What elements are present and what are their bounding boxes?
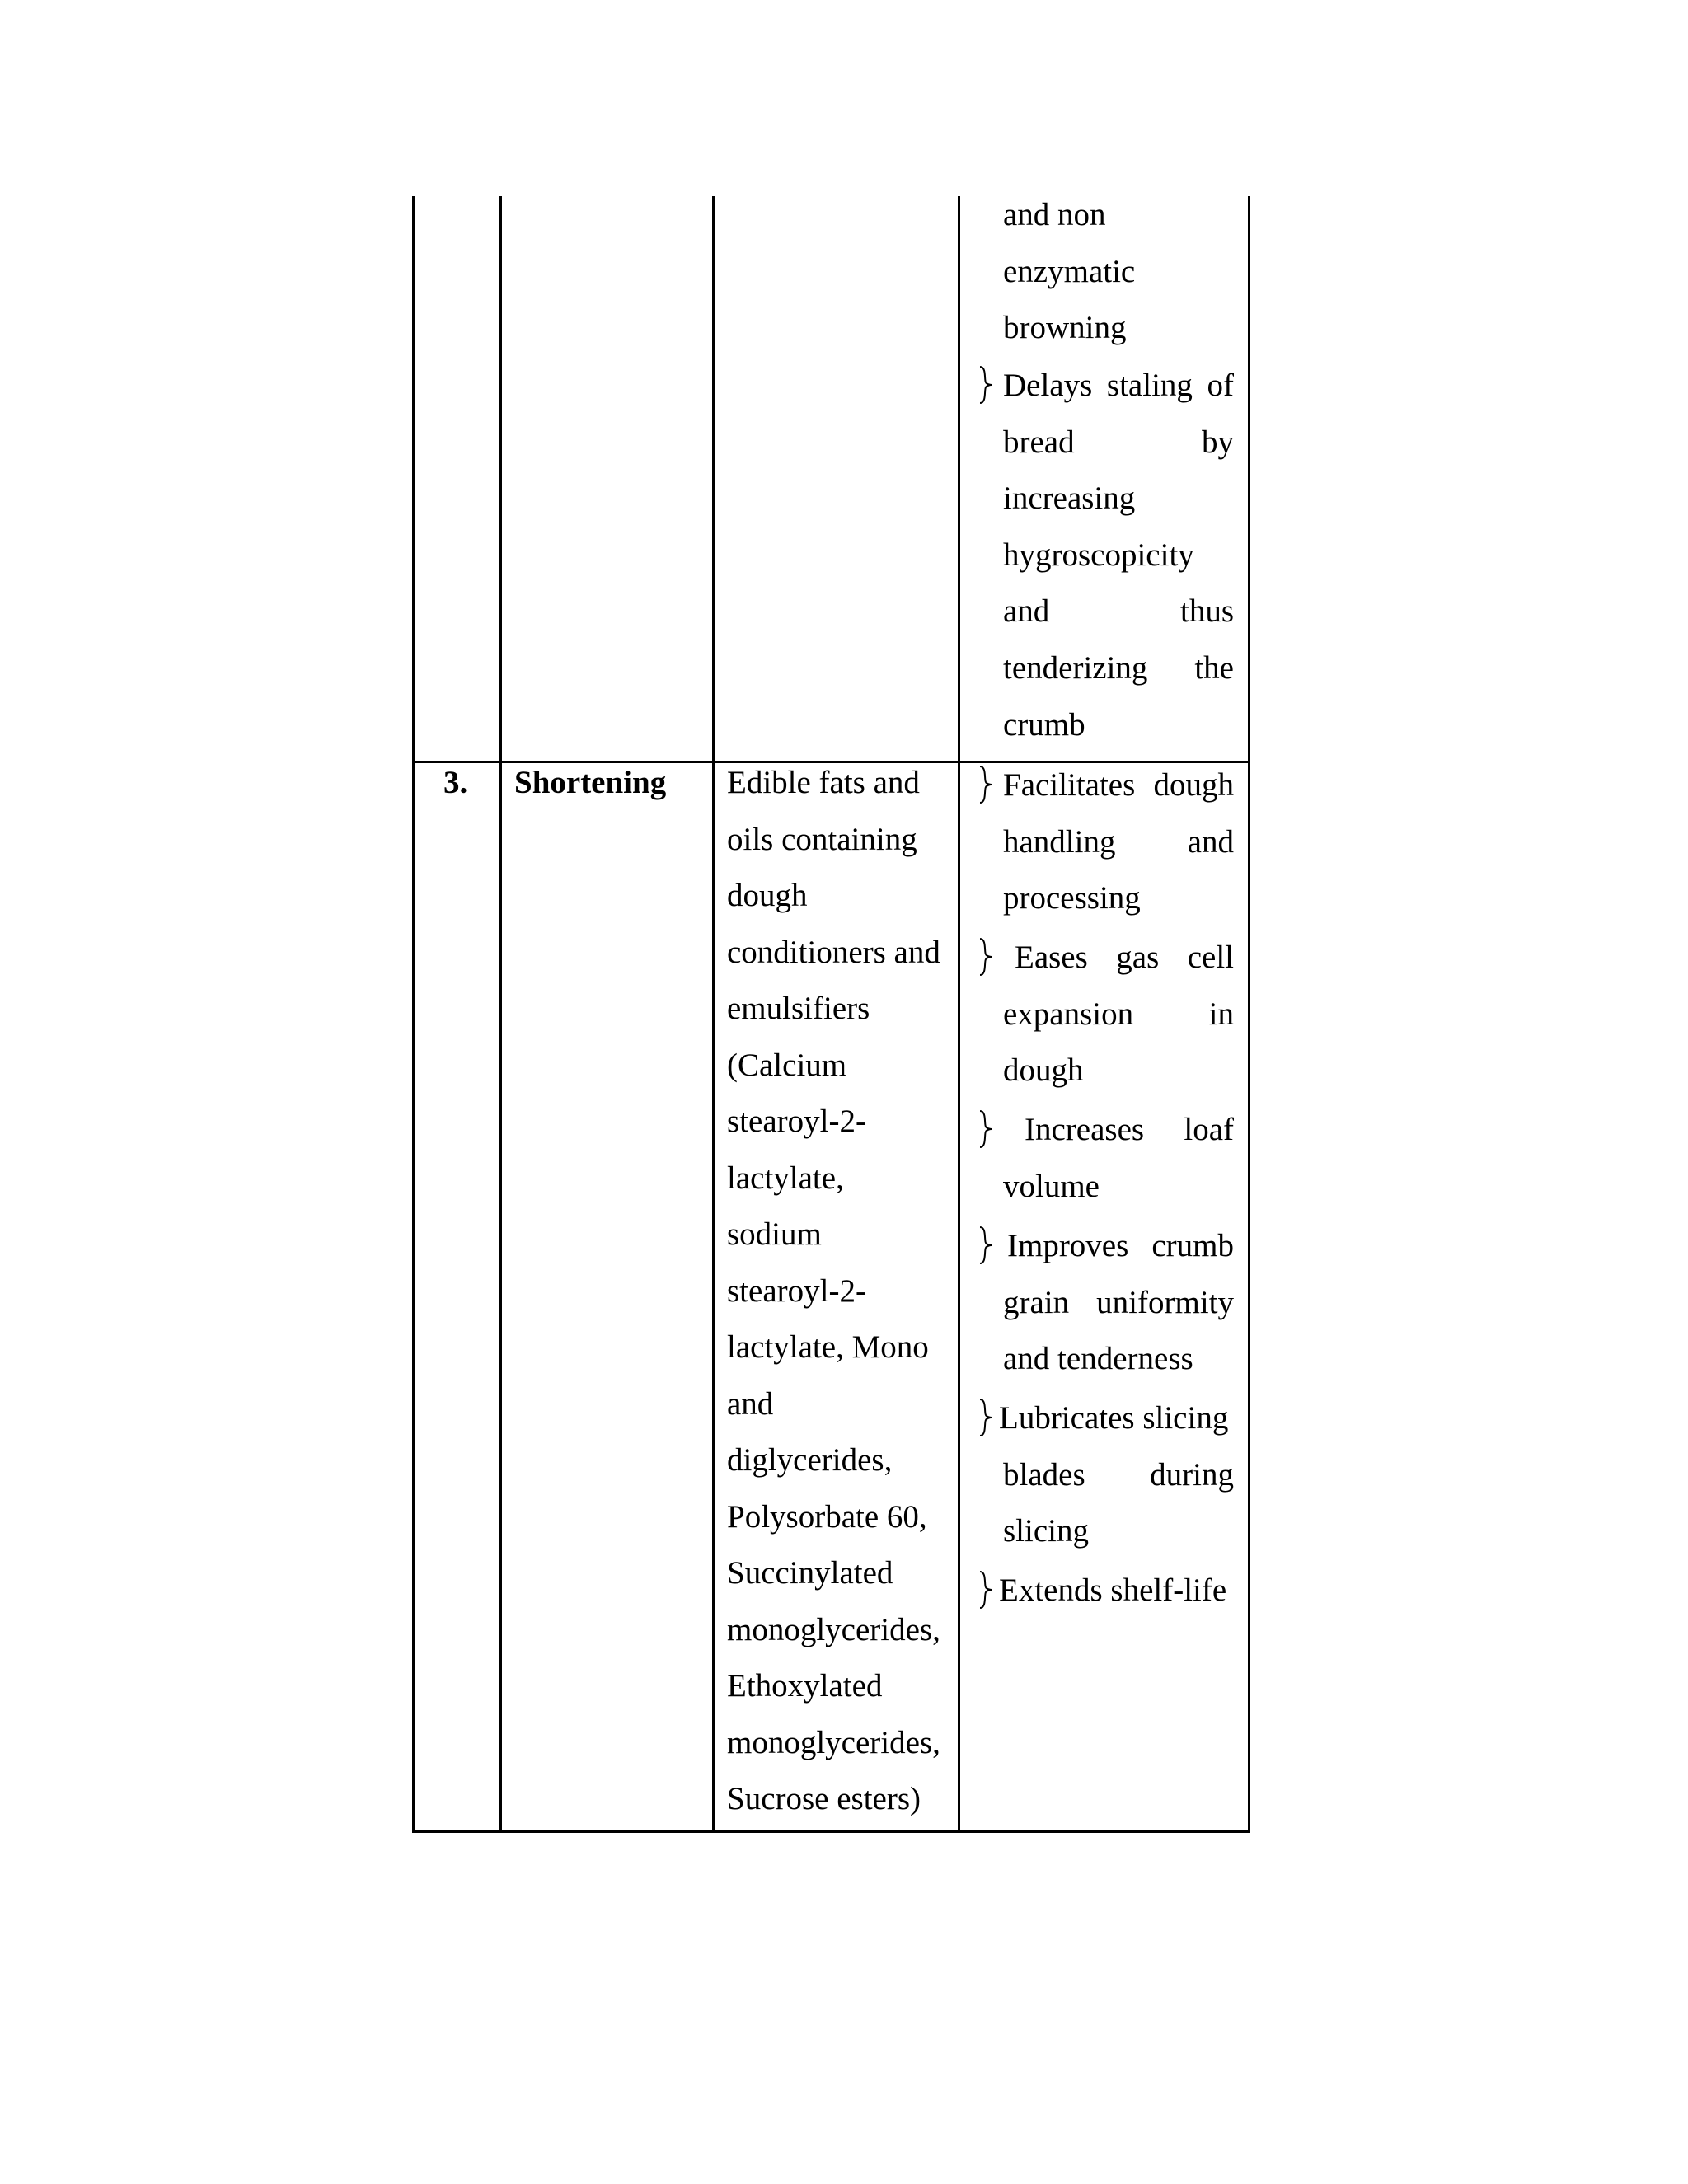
benefit-text-line: and tenderness [1003, 1341, 1193, 1376]
composition-line: diglycerides, [727, 1442, 893, 1478]
right-brace-icon [974, 1226, 996, 1265]
benefit-text-line: and non [1003, 197, 1106, 232]
benefit-text-line: Extends shelf-life [999, 1572, 1227, 1608]
composition-line: (Calcium [727, 1047, 847, 1083]
column-divider-3 [958, 196, 960, 1833]
benefit-text-line: crumb [1003, 707, 1085, 743]
benefit-text-line: volume [1003, 1169, 1100, 1204]
composition-line: oils containing [727, 822, 917, 857]
benefit-text-line: browning [1003, 310, 1127, 345]
benefit-text-line: blades during [1003, 1457, 1234, 1493]
right-brace-icon [974, 937, 996, 977]
table-border-bottom [412, 1830, 1250, 1833]
ingredient-name: Shortening [514, 765, 667, 800]
composition-line: sodium [727, 1216, 822, 1252]
composition-line: monoglycerides, [727, 1612, 940, 1647]
composition-line: dough [727, 878, 808, 913]
benefit-text-line: processing [1003, 880, 1141, 916]
composition-line: stearoyl-2- [727, 1104, 866, 1139]
row-number: 3. [443, 765, 468, 800]
composition-line: stearoyl-2- [727, 1273, 866, 1309]
table-border-left [412, 196, 415, 1833]
benefit-text-line: tenderizing the [1003, 650, 1234, 686]
composition-line: Ethoxylated [727, 1668, 883, 1704]
composition-line: and [727, 1386, 774, 1422]
column-divider-1 [499, 196, 502, 1833]
benefit-text-line: slicing [1003, 1513, 1089, 1549]
benefit-text-line: Increases loaf [1025, 1112, 1234, 1147]
right-brace-icon [974, 1398, 996, 1437]
right-brace-icon [974, 1109, 996, 1149]
composition-line: Sucrose esters) [727, 1781, 921, 1816]
composition-line: monoglycerides, [727, 1725, 940, 1760]
benefit-text-line: grain uniformity [1003, 1285, 1234, 1320]
benefit-text-line: Delays staling of [1003, 368, 1234, 403]
benefit-text-line: Facilitates dough [1003, 767, 1234, 803]
benefit-text-line: hygroscopicity [1003, 537, 1194, 573]
composition-line: Succinylated [727, 1555, 893, 1591]
composition-line: lactylate, [727, 1160, 844, 1196]
benefit-text-line: dough [1003, 1052, 1084, 1088]
right-brace-icon [974, 1570, 996, 1610]
composition-line: Edible fats and [727, 765, 920, 800]
benefit-text-line: enzymatic [1003, 254, 1136, 289]
column-divider-2 [712, 196, 715, 1833]
benefit-text-line: Eases gas cell [1015, 940, 1234, 975]
benefit-text-line: Improves crumb [1007, 1228, 1234, 1263]
composition-line: emulsifiers [727, 991, 870, 1026]
composition-line: Polysorbate 60, [727, 1499, 927, 1535]
benefit-text-line: Lubricates slicing [999, 1400, 1229, 1436]
benefit-text-line: and thus [1003, 593, 1234, 629]
benefit-text-line: expansion in [1003, 996, 1234, 1032]
benefit-text-line: increasing [1003, 480, 1136, 516]
right-brace-icon [974, 765, 996, 804]
benefit-text-line: bread by [1003, 424, 1234, 460]
composition-line: conditioners and [727, 935, 940, 970]
benefit-text-line: handling and [1003, 824, 1234, 860]
right-brace-icon [974, 365, 996, 405]
composition-line: lactylate, Mono [727, 1329, 929, 1365]
table-border-right [1248, 196, 1250, 1833]
